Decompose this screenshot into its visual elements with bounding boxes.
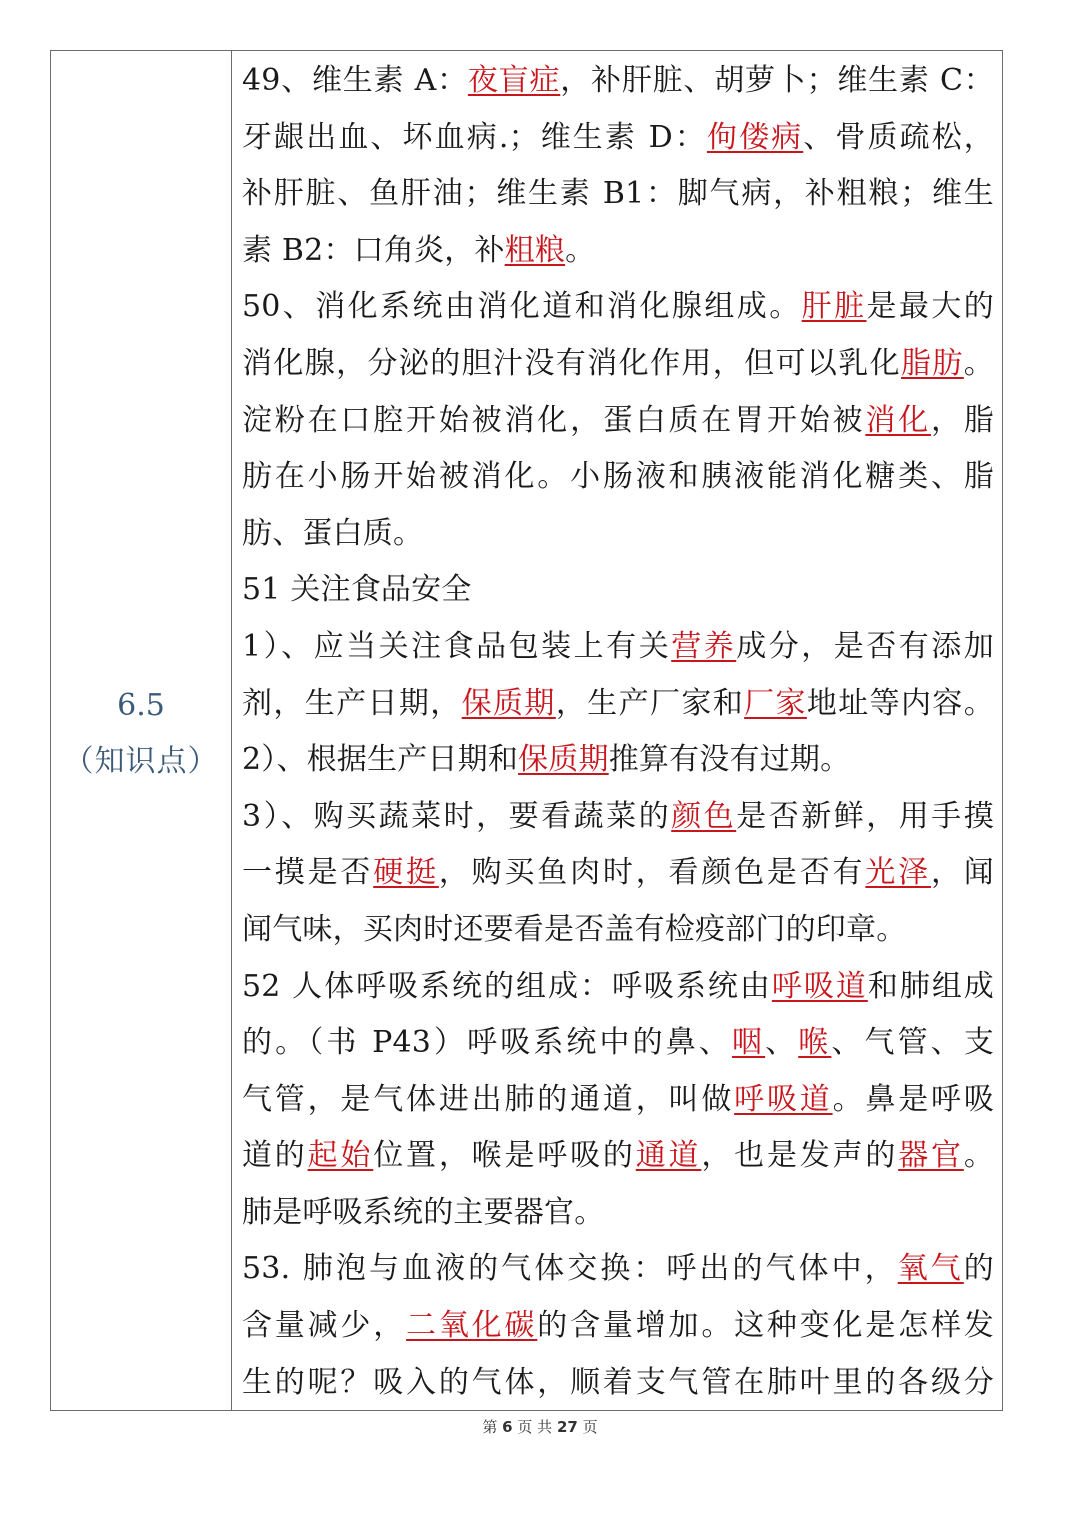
text-segment: 淀粉在口腔开始被消化，蛋白质在胃开始被	[242, 402, 866, 438]
text-segment: 消化腺，分泌的胆汁没有消化作用，但可以乳化	[242, 345, 902, 381]
text-segment: ，闻	[930, 855, 994, 891]
text-segment: 1）、应当关注食品包装上有关	[242, 628, 672, 664]
footer-suffix: 页	[582, 1418, 598, 1436]
text-line	[242, 959, 994, 1016]
text-segment: ，脂	[930, 402, 994, 438]
page-footer	[0, 1416, 1080, 1437]
text-segment: 闻气味，买肉时还要看是否盖有检疫部门的印章。	[242, 911, 907, 947]
keyword-highlight: 消化	[865, 402, 931, 438]
keyword-highlight: 器官	[898, 1138, 964, 1174]
text-line	[242, 110, 994, 167]
keyword-highlight: 呼吸道	[771, 968, 868, 1004]
text-line	[242, 449, 994, 506]
section-number: 6.5	[117, 687, 165, 723]
text-segment: 成分，是否有添加	[736, 628, 994, 664]
text-line	[242, 619, 994, 676]
keyword-highlight: 通道	[635, 1138, 702, 1174]
text-line	[242, 1072, 994, 1129]
text-segment: 素 B2：口角炎，补	[242, 232, 505, 268]
text-segment: 生的呢？吸入的气体，顺着支气管在肺叶里的各级分	[242, 1364, 994, 1400]
text-segment: 地址等内容。	[806, 685, 994, 721]
keyword-highlight: 氧气	[897, 1251, 964, 1287]
text-segment: 53. 肺泡与血液的气体交换：呼出的气体中，	[242, 1251, 898, 1287]
text-line	[242, 336, 994, 393]
text-segment: 气管，是气体进出肺的通道，叫做	[242, 1081, 735, 1117]
keyword-highlight: 脂肪	[901, 345, 964, 381]
text-line	[242, 1128, 994, 1185]
text-segment: 50、消化系统由消化道和消化腺组成。	[242, 289, 802, 325]
footer-page-number: 6	[502, 1418, 513, 1436]
text-line	[242, 902, 994, 959]
text-line	[242, 789, 994, 846]
content-cell	[232, 51, 1002, 1410]
text-segment: 含量减少，	[242, 1308, 407, 1344]
text-segment: 牙龈出血、坏血病.；维生素 D：	[242, 119, 707, 155]
keyword-highlight: 光泽	[865, 855, 931, 891]
text-segment: 。	[963, 1138, 994, 1174]
text-segment: ，购买鱼肉时，看颜色是否有	[438, 855, 866, 891]
text-line	[242, 223, 994, 280]
section-label: （知识点）	[63, 743, 219, 779]
keyword-highlight: 肝脏	[801, 289, 867, 325]
text-segment: 。鼻是呼吸	[832, 1081, 994, 1117]
text-segment: 位置，喉是呼吸的	[373, 1138, 636, 1174]
text-line	[242, 53, 994, 110]
keyword-highlight: 厂家	[744, 685, 807, 721]
text-line	[242, 1355, 994, 1410]
text-line	[242, 562, 994, 619]
text-segment: 补肝脏、鱼肝油；维生素 B1：脚气病，补粗粮；维生	[242, 176, 994, 212]
knowledge-table	[50, 50, 1003, 1411]
section-cell	[51, 51, 232, 1410]
text-segment: 肺是呼吸系统的主要器官。	[242, 1194, 605, 1230]
text-segment: 52 人体呼吸系统的组成：呼吸系统由	[242, 968, 772, 1004]
keyword-highlight: 佝偻病	[706, 119, 804, 155]
text-segment: 的含量增加。这种变化是怎样发	[537, 1308, 994, 1344]
text-segment: 、气管、支	[831, 1025, 994, 1061]
keyword-highlight: 夜盲症	[467, 63, 561, 98]
text-segment: 的。（书 P43）呼吸系统中的鼻、	[242, 1025, 732, 1061]
keyword-highlight: 颜色	[671, 798, 737, 834]
keyword-highlight: 保质期	[461, 685, 556, 721]
text-segment: ，生产厂家和	[555, 685, 745, 721]
text-segment: 3）、购买蔬菜时，要看蔬菜的	[242, 798, 672, 834]
text-segment: 肪、蛋白质。	[242, 515, 424, 551]
keyword-highlight: 咽	[732, 1025, 766, 1061]
text-line	[242, 732, 994, 789]
text-segment: 推算有没有过期。	[608, 742, 851, 778]
keyword-highlight: 呼吸道	[734, 1081, 833, 1117]
keyword-highlight: 粗粮	[504, 232, 566, 268]
text-line	[242, 393, 994, 450]
text-segment: 一摸是否	[242, 855, 374, 891]
text-segment: 、	[765, 1025, 799, 1061]
keyword-highlight: 喉	[798, 1025, 832, 1061]
text-line	[242, 845, 994, 902]
text-line	[242, 1185, 994, 1242]
text-segment: ，补肝脏、胡萝卜；维生素 C：	[560, 63, 994, 98]
keyword-highlight: 保质期	[518, 742, 609, 778]
text-segment: ，也是发声的	[701, 1138, 899, 1174]
text-segment: 和肺组成	[867, 968, 994, 1004]
text-segment: 49、维生素 A：	[242, 63, 468, 98]
text-segment: 、骨质疏松，	[803, 119, 994, 155]
text-segment: 51 关注食品安全	[242, 572, 472, 608]
text-line	[242, 676, 994, 733]
keyword-highlight: 起始	[307, 1138, 374, 1174]
text-segment: 是否新鲜，用手摸	[736, 798, 994, 834]
text-segment: 2）、根据生产日期和	[242, 742, 519, 778]
keyword-highlight: 营养	[671, 628, 737, 664]
text-segment: 的	[963, 1251, 994, 1287]
footer-middle: 页 共	[517, 1418, 553, 1436]
text-segment: 。	[963, 345, 994, 381]
text-line	[242, 279, 994, 336]
footer-total-pages: 27	[556, 1418, 578, 1436]
text-segment: 是最大的	[866, 289, 994, 325]
keyword-highlight: 硬挺	[373, 855, 439, 891]
text-segment: 道的	[242, 1138, 308, 1174]
text-line	[242, 1298, 994, 1355]
text-segment: 剂，生产日期，	[242, 685, 462, 721]
text-line	[242, 506, 994, 563]
text-line	[242, 1015, 994, 1072]
text-line	[242, 1241, 994, 1298]
text-line	[242, 166, 994, 223]
text-segment: 。	[565, 232, 596, 268]
footer-prefix: 第	[482, 1418, 498, 1436]
text-segment: 肪在小肠开始被消化。小肠液和胰液能消化糖类、脂	[242, 459, 994, 495]
keyword-highlight: 二氧化碳	[406, 1308, 538, 1344]
